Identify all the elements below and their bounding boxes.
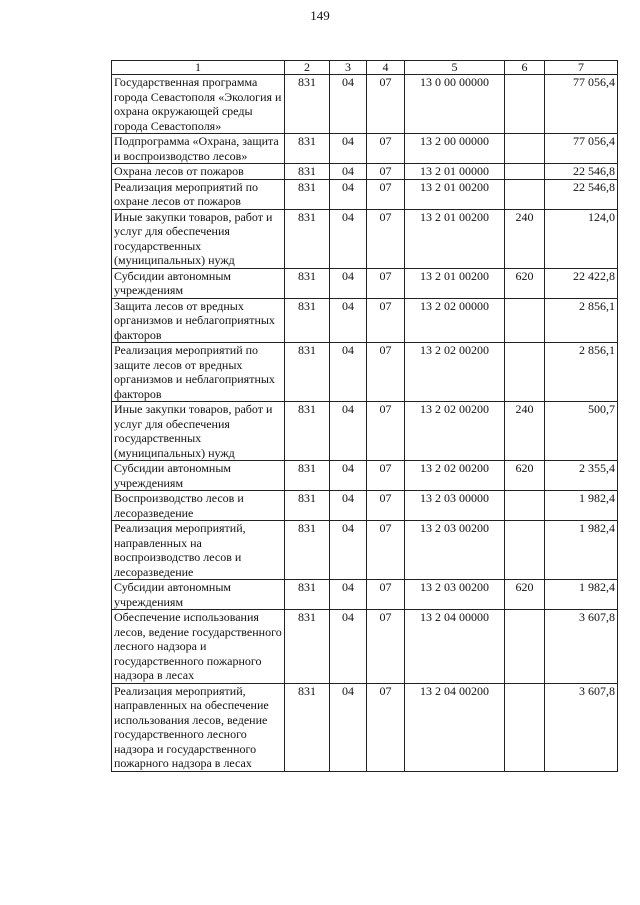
row-name: Реализация мероприятий по охране лесов от пожаров — [112, 179, 285, 209]
subsection-code: 07 — [367, 343, 405, 402]
row-name: Воспроизводство лесов и лесоразведение — [112, 491, 285, 521]
expense-type-code — [505, 521, 545, 580]
target-article-code: 13 2 02 00200 — [405, 461, 505, 491]
subsection-code: 07 — [367, 580, 405, 610]
subsection-code: 07 — [367, 683, 405, 771]
row-name: Охрана лесов от пожаров — [112, 164, 285, 180]
column-header: 6 — [505, 61, 545, 75]
section-code: 04 — [330, 75, 367, 134]
section-code: 04 — [330, 580, 367, 610]
amount: 3 607,8 — [545, 610, 618, 684]
target-article-code: 13 2 03 00000 — [405, 491, 505, 521]
expense-type-code — [505, 610, 545, 684]
target-article-code: 13 2 01 00200 — [405, 209, 505, 268]
ministry-code: 831 — [285, 521, 330, 580]
subsection-code: 07 — [367, 268, 405, 298]
amount: 22 422,8 — [545, 268, 618, 298]
subsection-code: 07 — [367, 75, 405, 134]
subsection-code: 07 — [367, 179, 405, 209]
section-code: 04 — [330, 491, 367, 521]
ministry-code: 831 — [285, 75, 330, 134]
ministry-code: 831 — [285, 268, 330, 298]
amount: 2 355,4 — [545, 461, 618, 491]
target-article-code: 13 2 02 00200 — [405, 402, 505, 461]
budget-table — [111, 60, 618, 772]
target-article-code: 13 2 00 00000 — [405, 134, 505, 164]
row-name: Субсидии автономным учреждениям — [112, 461, 285, 491]
amount: 1 982,4 — [545, 580, 618, 610]
ministry-code: 831 — [285, 179, 330, 209]
target-article-code: 13 2 03 00200 — [405, 580, 505, 610]
amount: 77 056,4 — [545, 134, 618, 164]
row-name: Реализация мероприятий, направленных на воспроизводство лесов и лесоразведение — [112, 521, 285, 580]
ministry-code: 831 — [285, 164, 330, 180]
row-name: Реализация мероприятий, направленных на обеспечение использования лесов, ведение государственного лесного надзора и государственного пожарного надзора в лесах — [112, 683, 285, 771]
table-row — [112, 75, 618, 134]
section-code: 04 — [330, 402, 367, 461]
table-row — [112, 491, 618, 521]
section-code: 04 — [330, 164, 367, 180]
table-row — [112, 343, 618, 402]
expense-type-code — [505, 683, 545, 771]
column-header: 3 — [330, 61, 367, 75]
row-name: Государственная программа города Севастополя «Экология и охрана окружающей среды города Севастополя» — [112, 75, 285, 134]
amount: 2 856,1 — [545, 343, 618, 402]
subsection-code: 07 — [367, 164, 405, 180]
ministry-code: 831 — [285, 343, 330, 402]
subsection-code: 07 — [367, 134, 405, 164]
table-row — [112, 580, 618, 610]
target-article-code: 13 2 02 00000 — [405, 298, 505, 343]
expense-type-code: 620 — [505, 580, 545, 610]
section-code: 04 — [330, 683, 367, 771]
ministry-code: 831 — [285, 402, 330, 461]
section-code: 04 — [330, 209, 367, 268]
target-article-code: 13 2 04 00200 — [405, 683, 505, 771]
table-row — [112, 179, 618, 209]
table-row — [112, 610, 618, 684]
row-name: Обеспечение использования лесов, ведение государственного лесного надзора и государственного пожарного надзора в лесах — [112, 610, 285, 684]
amount: 3 607,8 — [545, 683, 618, 771]
section-code: 04 — [330, 461, 367, 491]
expense-type-code: 240 — [505, 209, 545, 268]
column-header: 2 — [285, 61, 330, 75]
column-header: 1 — [112, 61, 285, 75]
target-article-code: 13 0 00 00000 — [405, 75, 505, 134]
target-article-code: 13 2 01 00000 — [405, 164, 505, 180]
amount: 1 982,4 — [545, 521, 618, 580]
subsection-code: 07 — [367, 298, 405, 343]
row-name: Субсидии автономным учреждениям — [112, 268, 285, 298]
section-code: 04 — [330, 343, 367, 402]
amount: 22 546,8 — [545, 164, 618, 180]
expense-type-code: 620 — [505, 461, 545, 491]
subsection-code: 07 — [367, 402, 405, 461]
column-header: 7 — [545, 61, 618, 75]
expense-type-code: 620 — [505, 268, 545, 298]
expense-type-code — [505, 491, 545, 521]
header-row — [112, 61, 618, 75]
target-article-code: 13 2 03 00200 — [405, 521, 505, 580]
table-row — [112, 164, 618, 180]
amount: 2 856,1 — [545, 298, 618, 343]
section-code: 04 — [330, 134, 367, 164]
subsection-code: 07 — [367, 610, 405, 684]
target-article-code: 13 2 04 00000 — [405, 610, 505, 684]
page-number: 149 — [310, 8, 330, 23]
expense-type-code — [505, 298, 545, 343]
subsection-code: 07 — [367, 209, 405, 268]
amount: 22 546,8 — [545, 179, 618, 209]
subsection-code: 07 — [367, 491, 405, 521]
row-name: Субсидии автономным учреждениям — [112, 580, 285, 610]
ministry-code: 831 — [285, 683, 330, 771]
row-name: Реализация мероприятий по защите лесов от вредных организмов и неблагоприятных факторов — [112, 343, 285, 402]
table-row — [112, 134, 618, 164]
amount: 124,0 — [545, 209, 618, 268]
section-code: 04 — [330, 521, 367, 580]
section-code: 04 — [330, 268, 367, 298]
amount: 500,7 — [545, 402, 618, 461]
amount: 1 982,4 — [545, 491, 618, 521]
target-article-code: 13 2 01 00200 — [405, 179, 505, 209]
subsection-code: 07 — [367, 521, 405, 580]
table-row — [112, 402, 618, 461]
ministry-code: 831 — [285, 461, 330, 491]
table-row — [112, 268, 618, 298]
section-code: 04 — [330, 610, 367, 684]
column-header: 4 — [367, 61, 405, 75]
table-row — [112, 209, 618, 268]
section-code: 04 — [330, 298, 367, 343]
expense-type-code — [505, 75, 545, 134]
row-name: Подпрограмма «Охрана, защита и воспроизводство лесов» — [112, 134, 285, 164]
table-row — [112, 461, 618, 491]
target-article-code: 13 2 02 00200 — [405, 343, 505, 402]
table-row — [112, 521, 618, 580]
row-name: Иные закупки товаров, работ и услуг для обеспечения государственных (муниципальных) нужд — [112, 209, 285, 268]
row-name: Защита лесов от вредных организмов и неблагоприятных факторов — [112, 298, 285, 343]
column-header: 5 — [405, 61, 505, 75]
ministry-code: 831 — [285, 610, 330, 684]
table-row — [112, 683, 618, 771]
amount: 77 056,4 — [545, 75, 618, 134]
section-code: 04 — [330, 179, 367, 209]
row-name: Иные закупки товаров, работ и услуг для обеспечения государственных (муниципальных) нужд — [112, 402, 285, 461]
target-article-code: 13 2 01 00200 — [405, 268, 505, 298]
expense-type-code — [505, 164, 545, 180]
expense-type-code: 240 — [505, 402, 545, 461]
ministry-code: 831 — [285, 134, 330, 164]
ministry-code: 831 — [285, 298, 330, 343]
expense-type-code — [505, 179, 545, 209]
ministry-code: 831 — [285, 209, 330, 268]
subsection-code: 07 — [367, 461, 405, 491]
ministry-code: 831 — [285, 491, 330, 521]
ministry-code: 831 — [285, 580, 330, 610]
expense-type-code — [505, 343, 545, 402]
table-row — [112, 298, 618, 343]
expense-type-code — [505, 134, 545, 164]
